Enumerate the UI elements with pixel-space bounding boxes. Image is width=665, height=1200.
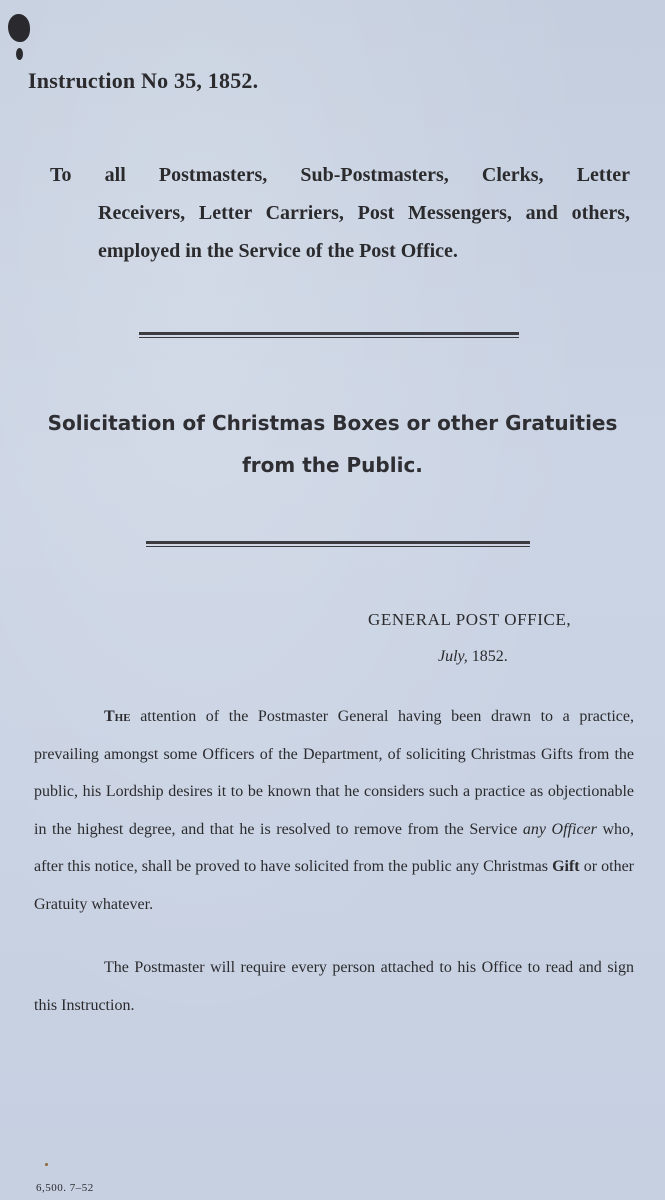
print-run-note: 6,500. 7–52 (36, 1182, 94, 1194)
divider-rule-top (139, 332, 519, 338)
notice-date (438, 648, 508, 666)
notice-body (34, 698, 634, 1024)
paragraph-two: The Postmaster will require every person attached to his Office to read and sign this Instruction. (34, 959, 634, 1014)
ink-blot (16, 48, 23, 60)
date-month: July, (438, 648, 468, 665)
date-year: 1852. (471, 648, 508, 665)
divider-rule-bottom (146, 541, 530, 547)
paragraph-one-emphasis: any Officer (522, 820, 597, 838)
address-block (50, 156, 630, 270)
paragraph-one-part-3: or other Gratuity whatever. (34, 858, 634, 913)
paragraph-lead-word: The (104, 708, 131, 725)
address-first-line: To all Postmasters, Sub-Postmasters, Clerks, Letter (50, 164, 630, 186)
notice-heading: Solicitation of Christmas Boxes or other Gratuities from the Public. (47, 411, 618, 477)
punch-hole (8, 14, 30, 42)
paragraph-one-part-2: who, after this notice, shall be proved to have solicited from the public any Christmas (34, 820, 635, 875)
paragraph-one (34, 698, 634, 923)
instruction-number: Instruction No 35, 1852. (28, 68, 259, 93)
paragraph-one-gift: Gift (552, 858, 580, 875)
address-continuation: Receivers, Letter Carriers, Post Messengers, and others, employed in the Service of the Post Office. (98, 202, 630, 262)
office-name: GENERAL POST OFFICE, (368, 610, 572, 629)
paragraph-one-part-1: attention of the Postmaster General having been drawn to a practice, prevailing amongst some Officers of the Department, of soliciting Christmas Gifts from the public, his Lordship desires it to be known that he considers such a practice as objectionable in the highest degree, and that he is resolved to remove from the Service (34, 708, 634, 838)
paper-speck (45, 1163, 48, 1166)
